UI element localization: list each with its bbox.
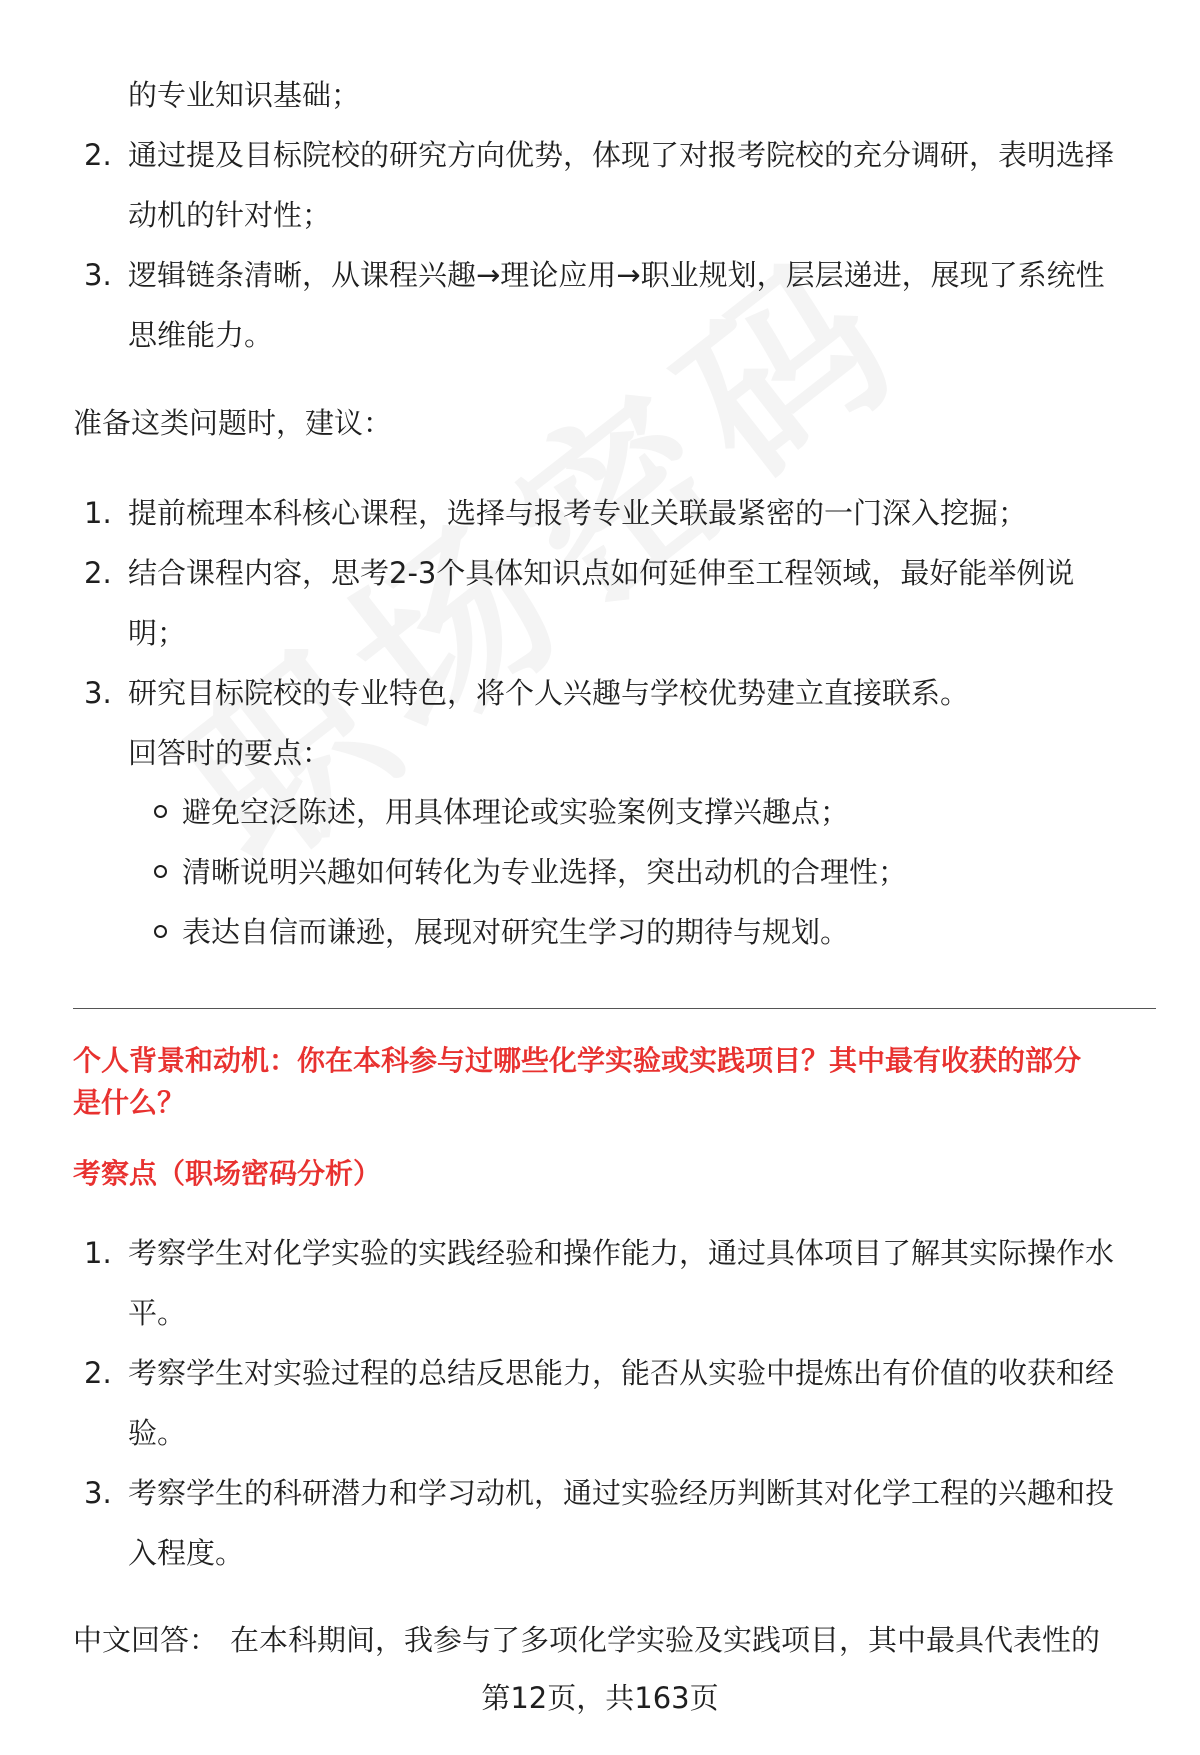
list-item-text: 通过提及目标院校的研究方向优势，体现了对报考院校的充分调研，表明选择 bbox=[128, 138, 1115, 172]
list-number: 3. bbox=[84, 1476, 112, 1510]
circle-bullet-icon bbox=[154, 925, 167, 938]
answer-text: 在本科期间，我参与了多项化学实验及实践项目，其中最具代表性的 bbox=[230, 1623, 1101, 1657]
section-divider bbox=[73, 1008, 1156, 1009]
list-item-text: 考察学生对实验过程的总结反思能力，能否从实验中提炼出有价值的收获和经 bbox=[128, 1356, 1115, 1390]
list-number: 2. bbox=[84, 1356, 112, 1390]
list-number: 1. bbox=[84, 1236, 112, 1270]
list-item-1-continuation: 的专业知识基础； bbox=[128, 78, 361, 112]
circle-bullet-icon bbox=[154, 865, 167, 878]
list-item-text: 考察学生的科研潜力和学习动机，通过实验经历判断其对化学工程的兴趣和投 bbox=[128, 1476, 1115, 1510]
list-item-text: 明； bbox=[128, 616, 187, 650]
bullet-item: 表达自信而谦逊，展现对研究生学习的期待与规划。 bbox=[182, 915, 850, 949]
answer-label: 中文回答： bbox=[73, 1623, 219, 1657]
list-item-text: 提前梳理本科核心课程，选择与报考专业关联最紧密的一门深入挖掘； bbox=[128, 496, 1028, 530]
list-item-text: 考察学生对化学实验的实践经验和操作能力，通过具体项目了解其实际操作水 bbox=[128, 1236, 1115, 1270]
list-number: 2. bbox=[84, 556, 112, 590]
list-item-text: 平。 bbox=[128, 1296, 187, 1330]
answer-points-label: 回答时的要点： bbox=[128, 736, 332, 770]
question-heading-line1: 个人背景和动机：你在本科参与过哪些化学实验或实践项目？其中最有收获的部分 bbox=[73, 1044, 1082, 1077]
prep-label: 准备这类问题时，建议： bbox=[73, 406, 393, 440]
question-heading-line2: 是什么？ bbox=[73, 1086, 186, 1119]
list-number: 3. bbox=[84, 676, 112, 710]
list-item-text: 动机的针对性； bbox=[128, 198, 332, 232]
bullet-item: 避免空泛陈述，用具体理论或实验案例支撑兴趣点； bbox=[182, 795, 850, 829]
list-number: 2. bbox=[84, 138, 112, 172]
list-item-text: 研究目标院校的专业特色，将个人兴趣与学校优势建立直接联系。 bbox=[128, 676, 970, 710]
exam-points-heading: 考察点（职场密码分析） bbox=[73, 1157, 382, 1190]
list-item-text: 思维能力。 bbox=[128, 318, 274, 352]
list-number: 1. bbox=[84, 496, 112, 530]
list-item-text: 逻辑链条清晰，从课程兴趣→理论应用→职业规划，层层递进，展现了系统性 bbox=[128, 258, 1105, 292]
bullet-item: 清晰说明兴趣如何转化为专业选择，突出动机的合理性； bbox=[182, 855, 908, 889]
list-item-text: 结合课程内容，思考2-3个具体知识点如何延伸至工程领域，最好能举例说 bbox=[128, 556, 1075, 590]
list-item-text: 入程度。 bbox=[128, 1536, 245, 1570]
list-number: 3. bbox=[84, 258, 112, 292]
circle-bullet-icon bbox=[154, 805, 167, 818]
page-number-footer: 第12页，共163页 bbox=[481, 1681, 719, 1715]
list-item-text: 验。 bbox=[128, 1416, 187, 1450]
